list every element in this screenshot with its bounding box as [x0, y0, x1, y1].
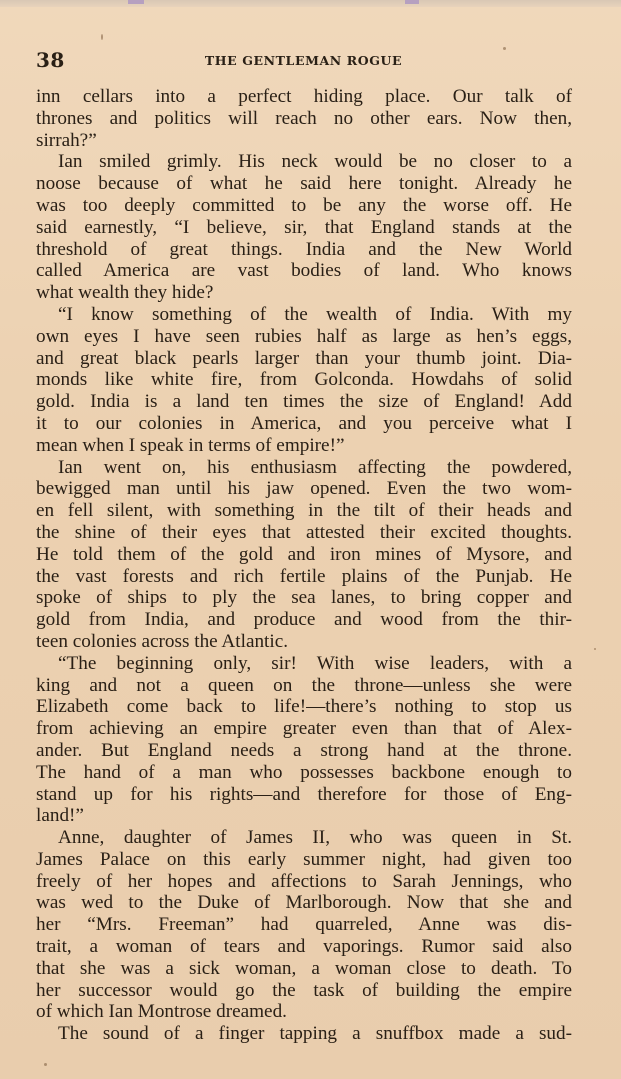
text-line: Ian went on, his enthusiasm affecting the powdered, [58, 456, 572, 478]
text-line: the vast forests and rich fertile plains of the Punjab. He [36, 565, 572, 587]
paper-speck [44, 1063, 47, 1066]
text-line: The sound of a finger tapping a snuffbox made a sud- [58, 1023, 572, 1045]
text-line: inn cellars into a perfect hiding place. Our talk of [36, 86, 572, 107]
text-line: sirrah?” [36, 129, 97, 151]
text-line: monds like white fire, from Golconda. Howdahs of solid [36, 369, 572, 391]
text-line: Ian smiled grimly. His neck would be no closer to a [58, 151, 572, 173]
text-line: of which Ian Montrose dreamed. [36, 1001, 287, 1023]
text-line: king and not a queen on the throne—unless she were [36, 674, 572, 696]
text-line: from achieving an empire greater even than that of Alex- [36, 718, 572, 740]
text-line: He told them of the gold and iron mines of Mysore, and [36, 543, 572, 565]
text-line: gold. India is a land ten times the size of England! Add [36, 391, 572, 413]
text-line: and great black pearls larger than your thumb joint. Dia- [36, 347, 572, 369]
paper-speck [503, 47, 506, 50]
text-line: thrones and politics will reach no other ears. Now then, [36, 107, 572, 129]
text-line: spoke of ships to ply the sea lanes, to bring copper and [36, 587, 572, 609]
text-line: noose because of what he said here tonight. Already he [36, 173, 572, 195]
running-head: THE GENTLEMAN ROGUE [204, 53, 403, 68]
top-ink-mark [405, 0, 419, 4]
page-header [36, 48, 571, 78]
text-line: that she was a sick woman, a woman close to death. To [36, 957, 572, 979]
text-line: trait, a woman of tears and vaporings. Rumor said also [36, 936, 572, 958]
text-line: en fell silent, with something in the tilt of their heads and [36, 500, 572, 522]
text-line: it to our colonies in America, and you perceive what I [36, 412, 572, 434]
text-line: what wealth they hide? [36, 282, 214, 304]
text-line: was wed to the Duke of Marlborough. Now that she and [36, 892, 572, 914]
text-line: “I know something of the wealth of India. With my [58, 303, 572, 325]
text-line: own eyes I have seen rubies half as large as hen’s eggs, [36, 325, 572, 347]
text-line: gold from India, and produce and wood from the thir- [36, 609, 572, 631]
text-line: her “Mrs. Freeman” had quarreled, Anne was dis- [36, 914, 572, 936]
text-line: James Palace on this early summer night, had given too [36, 848, 572, 870]
text-line: teen colonies across the Atlantic. [36, 630, 289, 652]
text-line: threshold of great things. India and the New World [36, 238, 572, 260]
body-text [36, 86, 572, 1045]
text-line: “The beginning only, sir! With wise leaders, with a [58, 652, 572, 674]
text-line: stand up for his rights—and therefore for those of Eng- [36, 783, 572, 805]
paper-speck [594, 648, 596, 650]
page-number: 38 [36, 48, 65, 72]
text-line: Anne, daughter of James II, who was queen in St. [58, 827, 572, 849]
text-line: said earnestly, “I believe, sir, that England stands at the [36, 216, 572, 238]
text-line: Elizabeth come back to life!—there’s nothing to stop us [36, 696, 572, 718]
paper-speck [101, 34, 103, 40]
text-line: bewigged man until his jaw opened. Even the two wom- [36, 478, 572, 500]
text-line: freely of her hopes and affections to Sarah Jennings, who [36, 870, 572, 892]
text-line: The hand of a man who possesses backbone enough to [36, 761, 572, 783]
text-line: land!” [36, 805, 84, 827]
top-ink-mark [128, 0, 144, 4]
text-line: her successor would go the task of building the empire [36, 979, 572, 1001]
text-line: called America are vast bodies of land. Who knows [36, 260, 572, 282]
text-line: the shine of their eyes that attested their excited thoughts. [36, 521, 572, 543]
text-line: mean when I speak in terms of empire!” [36, 434, 345, 456]
page-top-edge [0, 0, 621, 7]
text-line: was too deeply committed to be any the worse off. He [36, 194, 572, 216]
text-line: ander. But England needs a strong hand at the throne. [36, 739, 572, 761]
